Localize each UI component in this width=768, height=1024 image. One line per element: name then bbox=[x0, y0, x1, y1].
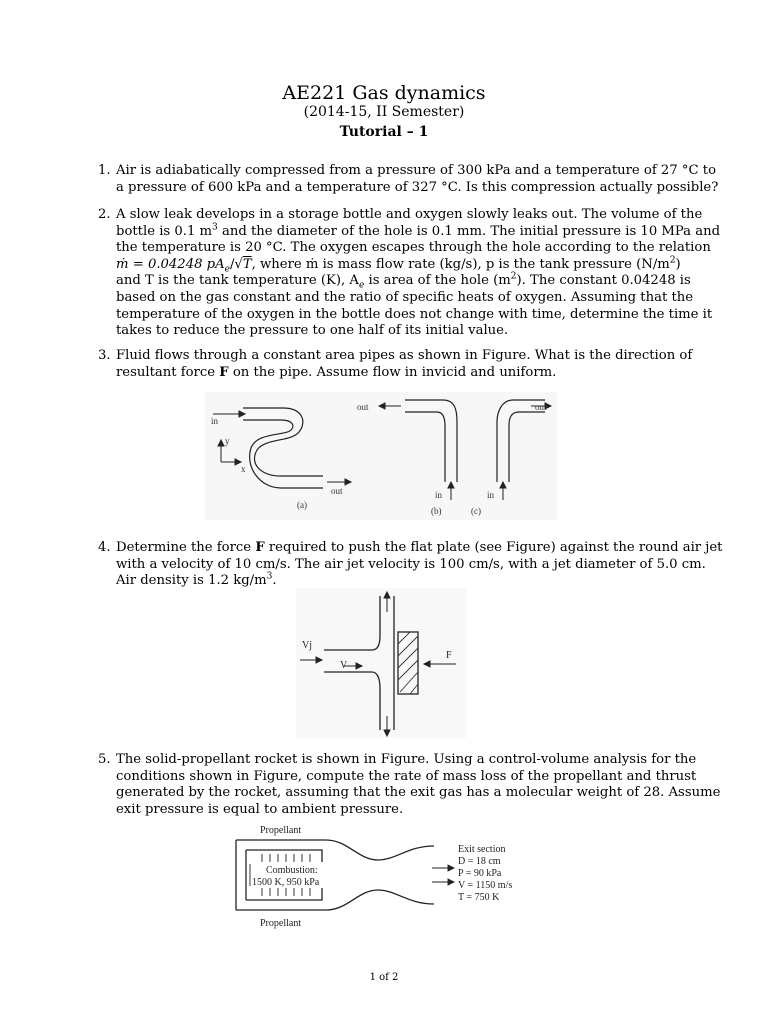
text-run: Air density is 1.2 kg/m bbox=[116, 573, 267, 589]
propellant-label: Propellant bbox=[260, 825, 302, 836]
question-line: bottle is 0.1 $m^3$ and the diameter of the hole is 0.1 mm. The initial pressure is 10 MPa and bbox=[116, 222, 721, 239]
rocket-figure bbox=[232, 820, 546, 930]
question-line: Air density is 1.2 $kg/m^3$. bbox=[116, 571, 277, 589]
question-line: Fluid flows through a constant area pipes as shown in Figure. What is the direction of bbox=[116, 348, 693, 363]
exit-value: T = 750 K bbox=[458, 892, 500, 903]
question-line: based on the gas constant and the ratio of specific heats of oxygen. Assuming that the bbox=[116, 289, 694, 305]
question-number: 1. bbox=[98, 163, 111, 178]
figure-label: in bbox=[487, 490, 495, 500]
question-line: ṁ = 0.04248 $pA_e/√T$, where ṁ is mass flow rate (kg/s), p is the tank pressure $(N/m^2)$ bbox=[116, 255, 681, 275]
question-line: Air is adiabatically compressed from a pressure of 300 kPa and a temperature of 27 °C to bbox=[116, 163, 717, 178]
figure-label: out bbox=[331, 486, 343, 496]
text-run: bottle is 0.1 m bbox=[116, 223, 213, 239]
figure-label: out bbox=[357, 402, 369, 412]
question-line: temperature of the oxygen in the bottle does not change with time, determine the time it bbox=[116, 306, 713, 322]
figure-label: V bbox=[340, 660, 348, 671]
figure-label: x bbox=[241, 464, 246, 474]
question-line bbox=[116, 365, 678, 382]
question-1 bbox=[98, 163, 719, 196]
page-number: 1 of 2 bbox=[369, 972, 399, 983]
question-5 bbox=[98, 752, 721, 818]
exit-value: D = 18 cm bbox=[458, 856, 501, 867]
question-number: 3. bbox=[98, 348, 111, 363]
question-line: a pressure of 600 kPa and a temperature of 327 °C. Is this compression actually possible? bbox=[116, 179, 719, 195]
question-line: exit pressure is equal to ambient pressure. bbox=[116, 801, 404, 817]
text-run: and T is the tank temperature (K), A bbox=[116, 273, 359, 289]
text-run: required to push the flat plate (see Figure) against the round air jet bbox=[264, 540, 723, 555]
question-line: and T is the tank temperature (K), $A_e$ is area of the hole $(m^2)$. The constant 0.04248 is bbox=[116, 271, 691, 292]
question-4 bbox=[98, 540, 723, 590]
bold-symbol: F bbox=[219, 364, 229, 380]
propellant-label: Propellant bbox=[260, 918, 302, 929]
text-run: on the pipe. Assume flow in invicid and uniform. bbox=[228, 364, 557, 380]
question-number: 4. bbox=[98, 540, 111, 555]
figure-label: in bbox=[435, 490, 443, 500]
text-run: is area of the hole (m bbox=[364, 273, 511, 289]
text-run: ). The constant 0.04248 is bbox=[516, 273, 691, 289]
question-2 bbox=[98, 207, 721, 340]
text-run: ṁ = 0.04248 pA bbox=[116, 256, 225, 272]
text-run: , where ṁ is mass flow rate (kg/s), p is the tank pressure (N/m bbox=[251, 256, 670, 272]
exit-value: P = 90 kPa bbox=[458, 868, 502, 879]
question-3 bbox=[98, 348, 693, 381]
question-line: the temperature is 20 °C. The oxygen escapes through the hole according to the relation bbox=[116, 240, 711, 256]
exit-value: V = 1150 m/s bbox=[458, 880, 513, 891]
combustion-label: Combustion: bbox=[266, 865, 318, 876]
question-line: takes to reduce the pressure to one half of its initial value. bbox=[116, 323, 509, 339]
question-line: with a velocity of 10 cm/s. The air jet velocity is 100 cm/s, with a jet diameter of 5.0 cm. bbox=[116, 556, 706, 572]
figure-label: (c) bbox=[471, 506, 481, 516]
figure-label: (b) bbox=[431, 506, 442, 516]
question-line: The solid-propellant rocket is shown in Figure. Using a control-volume analysis for the bbox=[116, 752, 697, 767]
figure-label: y bbox=[225, 436, 230, 446]
figure-label: out bbox=[535, 402, 547, 412]
tutorial-label: Tutorial – 1 bbox=[339, 124, 429, 140]
question-line: conditions shown in Figure, compute the rate of mass loss of the propellant and thrust bbox=[116, 768, 697, 784]
figure-label: (a) bbox=[297, 500, 307, 510]
figure-label: Vj bbox=[302, 640, 312, 651]
semester-label: (2014-15, II Semester) bbox=[303, 104, 465, 120]
question-line bbox=[116, 540, 723, 557]
exit-section-title: Exit section bbox=[458, 844, 506, 855]
bold-symbol: F bbox=[255, 540, 265, 555]
jet-plate-figure bbox=[296, 588, 466, 738]
document-title: AE221 Gas dynamics bbox=[282, 82, 486, 104]
question-number: 5. bbox=[98, 752, 111, 767]
question-line: A slow leak develops in a storage bottle and oxygen slowly leaks out. The volume of the bbox=[116, 207, 703, 222]
figure-label: in bbox=[211, 416, 219, 426]
text-run: resultant force bbox=[116, 364, 216, 380]
question-number: 2. bbox=[98, 207, 111, 222]
text-run: Determine the force bbox=[116, 540, 252, 555]
pipe-flow-figure bbox=[205, 392, 557, 520]
combustion-label: 1500 K, 950 kPa bbox=[252, 877, 320, 888]
question-line: generated by the rocket, assuming that the exit gas has a molecular weight of 28. Assume bbox=[116, 785, 721, 801]
text-run: and the diameter of the hole is 0.1 mm. The initial pressure is 10 MPa and bbox=[217, 223, 721, 239]
figure-label: F bbox=[446, 650, 452, 661]
